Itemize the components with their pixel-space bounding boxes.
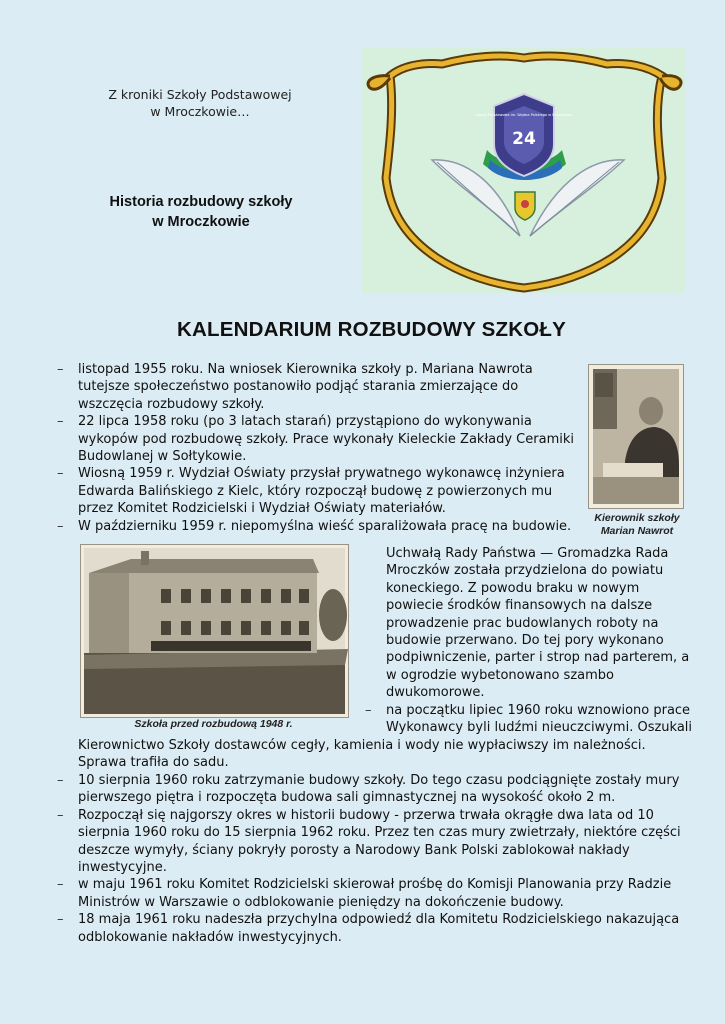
bullet-dash: – bbox=[57, 518, 64, 534]
middle-paragraph: Uchwałą Rady Państwa — Gromadzka Rada Mroczków została przydzielona do powiatu koneckiego. Z powodu braku w nowym powiecie środków finansowych na dalsze prowadzenie prac budowlanych roboty na budowie przerwano. Do tej pory wykonano podpiwniczenie, parter i strop nad parterem, a w ogrodzie wybetonowano szambo dwukomorowe. bbox=[386, 546, 690, 701]
list-item: – Wiosną 1959 r. Wydział Oświaty przysłał prywatnego wykonawcę inżyniera Edwarda Balińskiego z Kielc, który rozpoczął budowę z powierzonych mu przez Komitet Rodzicielski i Wydział Oświaty materiałów. bbox=[57, 466, 565, 517]
list-item: – Rozpoczął się najgorszy okres w historii budowy - przerwa trwała okrągłe dwa lata od 10 sierpnia 1960 roku do 15 sierpnia 1962 roku. Przez ten czas mury zwietrzały, niektóre części deszcze wymyły, ściany pokryły porosty a Narodowy Bank Polski zablokował nakłady inwestycyjne. bbox=[57, 807, 681, 876]
portrait-photo bbox=[588, 364, 684, 509]
crest-text: Szkoła Podstawowa im. Wojska Polskiego w Mroczkowie bbox=[475, 113, 573, 117]
list-item: – 10 sierpnia 1960 roku zatrzymanie budowy szkoły. Do tego czasu podciągnięte zostały mury pierwszego piętra i rozpoczęta budowa sali gimnastycznej na wysokość około 2 m. bbox=[57, 773, 680, 806]
school-photo-caption: Szkoła przed rozbudową 1948 r. bbox=[134, 718, 293, 730]
list-item: – w maju 1961 roku Komitet Rodzicielski skierował prośbę do Komisji Planowania przy Radzie Ministrów w Warszawie o odblokowanie pieniędzy na dokończenie budowy. bbox=[57, 877, 672, 910]
crest-number: 24 bbox=[512, 129, 536, 149]
entries-bottom bbox=[57, 772, 718, 946]
bullet-dash: – bbox=[365, 703, 372, 718]
chronicle-heading bbox=[80, 86, 320, 120]
list-item: – W październiku 1959 r. niepomyślna wieść sparaliżowała pracę na budowie. bbox=[57, 518, 572, 534]
bullet-dash: – bbox=[57, 877, 64, 893]
crest-frame-svg bbox=[362, 48, 685, 293]
page-title: KALENDARIUM ROZBUDOWY SZKOŁY bbox=[176, 318, 566, 341]
bullet-dash: – bbox=[57, 912, 64, 928]
portrait-caption: Kierownik szkoły Marian Nawrot bbox=[594, 512, 680, 537]
school-photo bbox=[80, 544, 349, 718]
list-item: – 18 maja 1961 roku nadeszła przychylna odpowiedź dla Komitetu Rodzicielskiego nakazująca odblokowanie nakładów inwestycyjnych. bbox=[57, 912, 680, 945]
bullet-dash: – bbox=[57, 807, 64, 823]
bullet-dash: – bbox=[57, 466, 64, 482]
list-item: – listopad 1955 roku. Na wniosek Kierownika szkoły p. Mariana Nawrota tutejsze społeczeństwo postanowiło podjąć starania zmierzające do wszczęcia rozbudowy szkoły. bbox=[57, 362, 533, 412]
history-line-2: w Mroczkowie bbox=[152, 214, 250, 230]
list-item: na początku lipiec 1960 roku wznowiono prace Wykonawcy byli ludźmi nieuczciwymi. Oszukali bbox=[386, 703, 693, 736]
bullet-dash: – bbox=[57, 362, 64, 377]
chronicle-line-1: Z kroniki Szkoły Podstawowej bbox=[108, 87, 292, 102]
list-item-continuation: Kierownictwo Szkoły dostawców cegły, kamienia i wody nie wypłaciwszy im należności. Sprawa trafiła do sadu. bbox=[78, 738, 646, 771]
bullet-dash: – bbox=[57, 414, 64, 430]
list-item: – 22 lipca 1958 roku (po 3 latach starań) przystąpiono do wykonywania wykopów pod rozbudowę szkoły. Prace wykonały Kieleckie Zakłady Ceramiki Budowlanej w Sołtykowie. bbox=[57, 414, 574, 465]
entries-top bbox=[57, 361, 579, 535]
chronicle-line-2: w Mroczkowie… bbox=[150, 104, 250, 119]
history-heading bbox=[70, 192, 332, 232]
history-line-1: Historia rozbudowy szkoły bbox=[109, 194, 293, 210]
school-crest-image bbox=[362, 48, 685, 293]
bullet-dash: – bbox=[57, 773, 64, 788]
